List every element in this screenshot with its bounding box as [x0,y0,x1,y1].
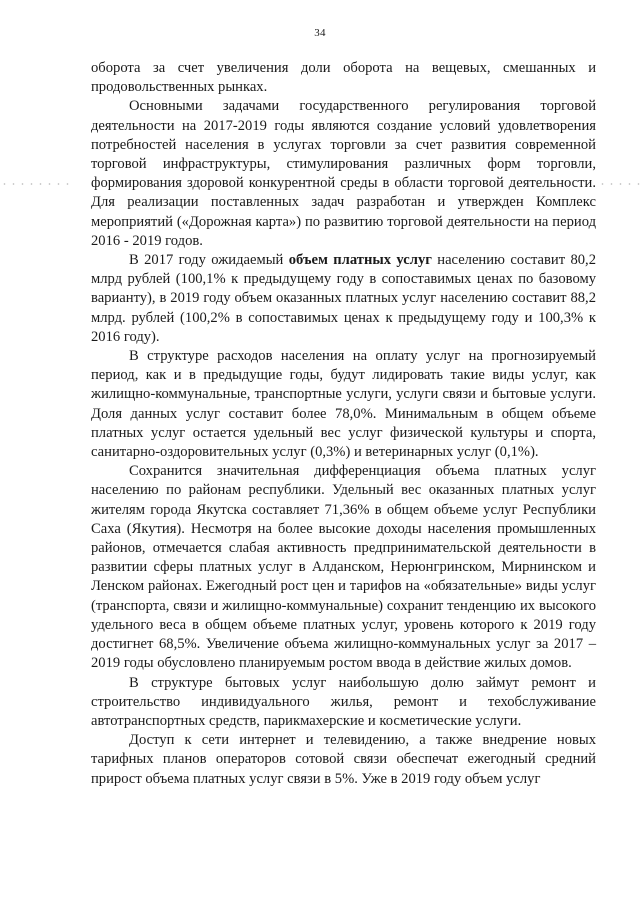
paid-services-bold-term: объем платных услуг [288,252,432,269]
paragraph-regional-differentiation: Сохранится значительная дифференциация объема платных услуг населению по районам республики. Удельный вес оказанных платных услуг жителям города Якутска составляет 71,36% в общем объеме услуг Республики Саха (Якутия). Несмотря на более высокие доходы населения промышленных районов, отмечается слабая активность предпринимательской деятельности в развитии сферы платных услуг в Алданском, Нерюнгринском, Мирнинском и Ленском районах. Ежегодный рост цен и тарифов на «обязательные» виды услуг (транспорта, связи и жилищно-коммунальные) сохранит тенденцию их высокого удельного веса в общем объеме платных услуг, уровень которого к 2019 году достигнет 68,5%. Увеличение объема жилищно-коммунальных услуг за 2017 – 2019 годы обусловлено планируемым ростом ввода в действие жилых домов. [91,463,596,672]
paragraph-trade-regulation: Основными задачами государственного регулирования торговой деятельности на 2017-2019 годы являются создание условий удовлетворения потребностей населения в услугах торговли за счет развития современной торговой инфраструктуры, стимулирования различных форм торговли, формирования здоровой конкурентной среды в области торговой деятельности. Для реализации поставленных задач разработан и утвержден Комплекс мероприятий («Дорожная карта») по развитию торговой деятельности на период 2016 - 2019 годов. [91,98,596,249]
page-number: 34 [314,27,326,39]
paragraph-communication-services: Доступ к сети интернет и телевидению, а также внедрение новых тарифных планов операторов сотовой связи обеспечат ежегодный средний прирост объема платных услуг связи в 5%. Уже в 2019 году объем услуг [91,732,596,787]
paragraph-household-services: В структуре бытовых услуг наибольшую долю займут ремонт и строительство индивидуального жилья, ремонт и техобслуживание автотранспортных средств, парикмахерские и косметические услуги. [91,674,596,729]
paragraph-continuation: оборота за счет увеличения доли оборота на вещевых, смешанных и продовольственных рынках. [91,60,596,96]
paragraph-paid-services-volume [91,251,596,347]
paid-services-text-before: В 2017 году ожидаемый [129,252,289,269]
document-body [91,59,596,789]
paid-services-text-after: населению составит 80,2 млрд рублей (100,1% к предыдущему году в сопоставимых ценах по базовому варианту), в 2019 году объем оказанных платных услуг населению составит 88,2 млрд. рублей (100,2% в сопоставимых ценах к предыдущему году и 100,3% к 2016 году). [91,252,596,345]
scan-artifact-right [598,183,640,185]
scan-artifact-left [0,183,75,185]
paragraph-services-structure: В структуре расходов населения на оплату услуг на прогнозируемый период, как и в предыдущие годы, будут лидировать такие виды услуг, как жилищно-коммунальные, транспортные услуги, услуги связи и бытовые услуги. Доля данных услуг составит более 78,0%. Минимальным в общем объеме платных услуг остается удельный вес услуг физической культуры и спорта, санитарно-оздоровительных услуг (0,3%) и ветеринарных услуг (0,1%). [91,348,596,461]
